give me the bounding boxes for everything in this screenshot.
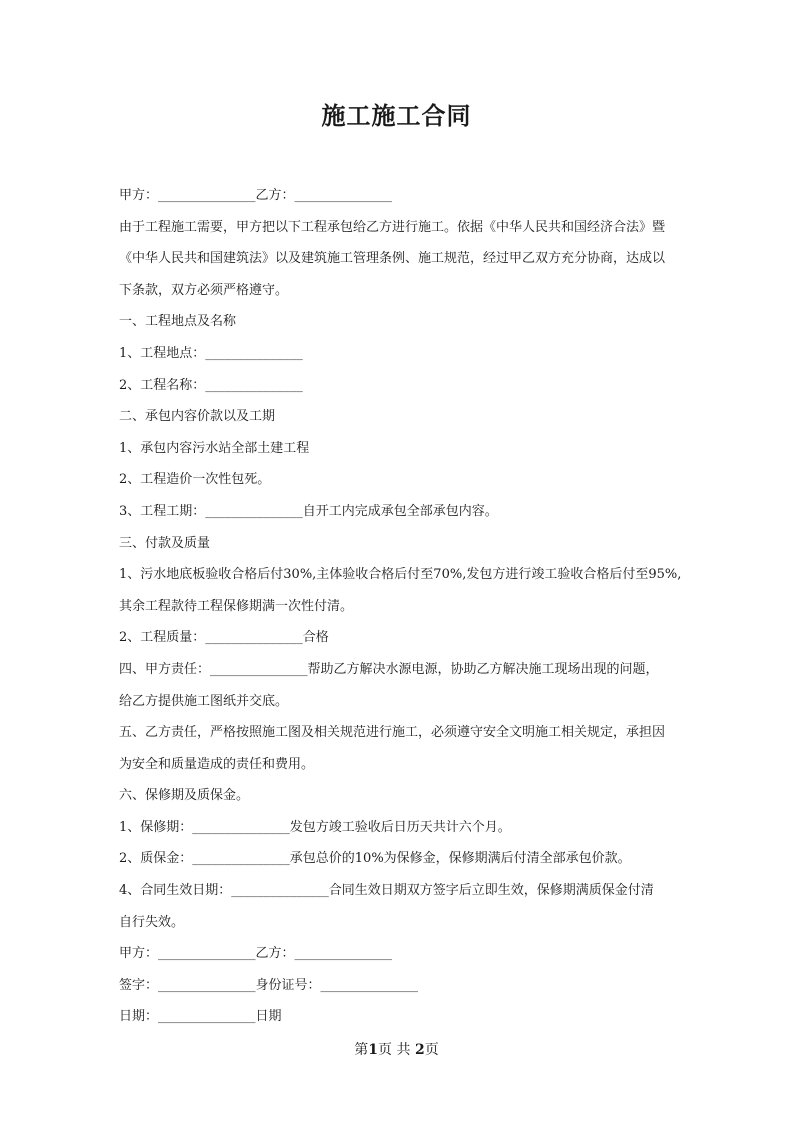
intro-line-2: 《中华人民共和国建筑法》以及建筑施工管理条例、施工规范，经过甲乙双方充分协商，达成以 — [119, 251, 666, 267]
party-line: 甲方：_______________乙方：_______________ — [119, 188, 393, 203]
section-2-heading: 二、承包内容价款以及工期 — [119, 409, 276, 425]
party-b-duty-line-2: 为安全和质量造成的责任和费用。 — [119, 756, 315, 772]
quality-line: 2、工程质量：_______________合格 — [119, 630, 329, 646]
contract-body — [119, 180, 681, 1033]
contract-title: 施工施工合同 — [321, 101, 472, 130]
signature-id: 签字：_______________身份证号：_______________ — [119, 977, 419, 993]
signature-parties: 甲方：_______________乙方：_______________ — [119, 946, 393, 962]
party-b-duty-line-1: 五、乙方责任，严格按照施工图及相关规范进行施工，必须遵守安全文明施工相关规定，承担因 — [119, 725, 666, 741]
current-page-number: 1 — [368, 1042, 379, 1058]
contract-price: 2、工程造价一次性包死。 — [119, 472, 271, 488]
contract-duration: 3、工程工期：_______________自开工内完成承包全部承包内容。 — [119, 503, 498, 519]
project-location: 1、工程地点：_______________ — [119, 345, 303, 361]
payment-line-1: 1、污水地底板验收合格后付30%,主体验收合格后付至70%,发包方进行竣工验收合格后付至95%, — [119, 567, 682, 583]
signature-date: 日期：_______________日期 — [119, 1009, 282, 1025]
section-6-heading: 六、保修期及质保金。 — [119, 788, 250, 804]
warranty-period: 1、保修期：_______________发包方竣工验收后日历天共计六个月。 — [119, 819, 511, 835]
effective-date-line-1: 4、合同生效日期：_______________合同生效日期双方签字后立即生效，保修期满质保金付清 — [119, 883, 654, 899]
effective-date-line-2: 自行失效。 — [119, 914, 185, 930]
footer-prefix: 第 — [354, 1042, 369, 1058]
section-3-heading: 三、付款及质量 — [119, 535, 211, 551]
payment-line-2: 其余工程款待工程保修期满一次性付清。 — [119, 598, 354, 614]
party-a-duty-line-2: 给乙方提供施工图纸并交底。 — [119, 693, 289, 709]
footer-middle: 页 共 — [378, 1042, 415, 1058]
page-footer — [0, 1038, 793, 1062]
project-name: 2、工程名称：_______________ — [119, 377, 303, 393]
section-1-heading: 一、工程地点及名称 — [119, 314, 237, 330]
warranty-deposit: 2、质保金：_______________承包总价的10%为保修金，保修期满后付清全部承包价款。 — [119, 851, 631, 867]
footer-suffix: 页 — [424, 1042, 439, 1058]
contract-scope: 1、承包内容污水站全部土建工程 — [119, 440, 310, 456]
total-page-number: 2 — [414, 1042, 425, 1058]
party-a-duty-line-1: 四、甲方责任：_______________帮助乙方解决水源电源，协助乙方解决施工现场出现的问题， — [119, 661, 659, 677]
intro-line-1: 由于工程施工需要，甲方把以下工程承包给乙方进行施工。依据《中华人民共和国经济合法》暨 — [119, 219, 666, 235]
intro-line-3: 下条款，双方必须严格遵守。 — [119, 282, 289, 298]
